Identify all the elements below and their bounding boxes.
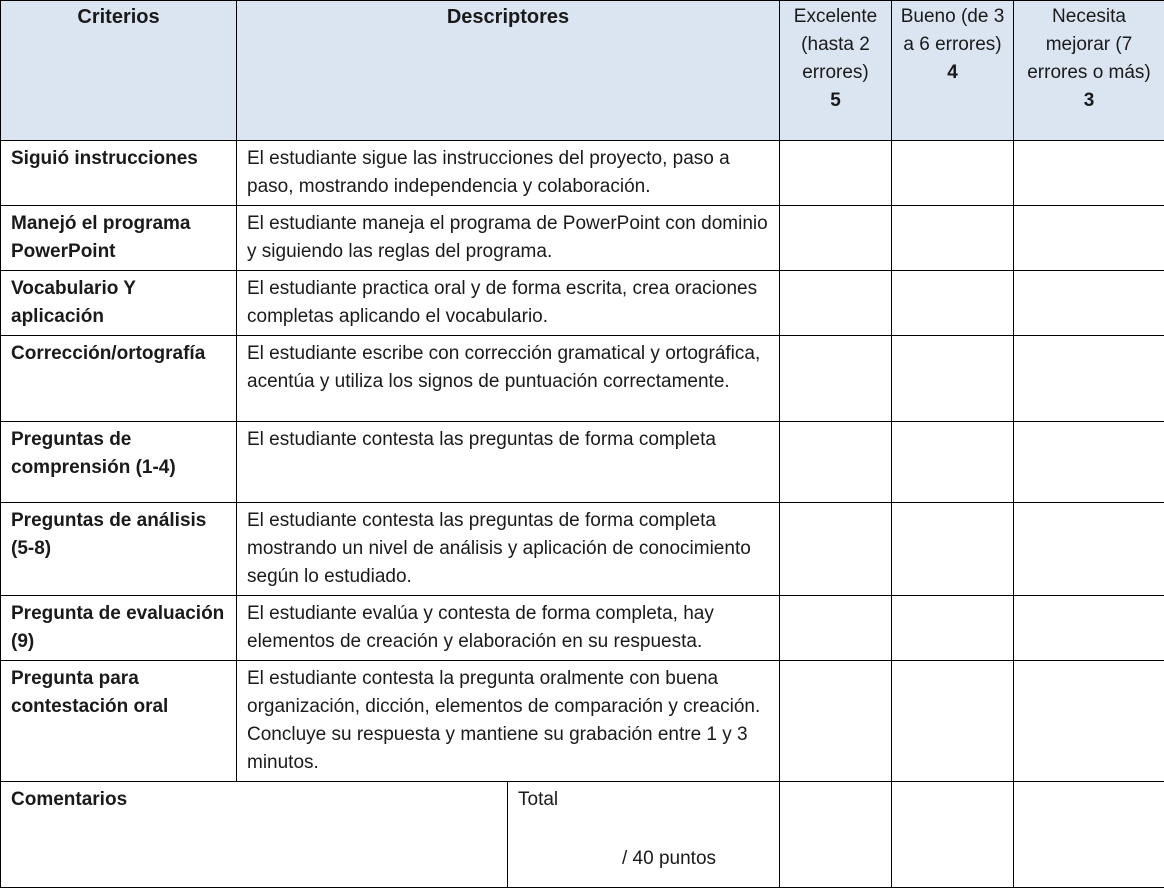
descriptor-cell: El estudiante contesta las preguntas de forma completa bbox=[237, 422, 780, 503]
table-row bbox=[1, 141, 1164, 206]
score-cell-excelente[interactable] bbox=[780, 503, 892, 596]
level-header-bueno bbox=[892, 1, 1014, 141]
total-label: Total bbox=[518, 789, 558, 810]
descriptor-cell: El estudiante evalúa y contesta de forma completa, hay elementos de creación y elaboración en su respuesta. bbox=[237, 596, 780, 661]
score-cell-necesita-mejorar[interactable] bbox=[1014, 336, 1164, 422]
descriptor-cell: El estudiante sigue las instrucciones del proyecto, paso a paso, mostrando independencia y colaboración. bbox=[237, 141, 780, 206]
table-row bbox=[1, 336, 1164, 422]
level-points: 3 bbox=[1020, 87, 1158, 115]
score-cell-excelente[interactable] bbox=[780, 661, 892, 782]
criterios-header: Criterios bbox=[1, 1, 237, 141]
score-cell-excelente[interactable] bbox=[780, 596, 892, 661]
score-cell-necesita-mejorar[interactable] bbox=[1014, 422, 1164, 503]
score-cell-excelente[interactable] bbox=[780, 141, 892, 206]
level-label: Necesita mejorar (7 errores o más) bbox=[1027, 6, 1151, 83]
score-cell-necesita-mejorar[interactable] bbox=[1014, 661, 1164, 782]
table-row bbox=[1, 206, 1164, 271]
score-cell-bueno[interactable] bbox=[892, 661, 1014, 782]
descriptores-header: Descriptores bbox=[237, 1, 780, 141]
criterio-cell: Vocabulario Y aplicación bbox=[1, 271, 237, 336]
score-cell-excelente[interactable] bbox=[780, 271, 892, 336]
level-points: 5 bbox=[786, 87, 885, 115]
score-cell-bueno[interactable] bbox=[892, 422, 1014, 503]
criterio-cell: Preguntas de comprensión (1-4) bbox=[1, 422, 237, 503]
score-cell-bueno[interactable] bbox=[892, 271, 1014, 336]
level-label: Excelente (hasta 2 errores) bbox=[794, 6, 877, 83]
score-cell-necesita-mejorar[interactable] bbox=[1014, 271, 1164, 336]
descriptor-cell: El estudiante practica oral y de forma escrita, crea oraciones completas aplicando el vocabulario. bbox=[237, 271, 780, 336]
score-cell-necesita-mejorar[interactable] bbox=[1014, 782, 1164, 888]
score-cell-excelente[interactable] bbox=[780, 206, 892, 271]
table-row bbox=[1, 661, 1164, 782]
total-points: / 40 puntos bbox=[622, 845, 716, 873]
score-cell-necesita-mejorar[interactable] bbox=[1014, 206, 1164, 271]
score-cell-bueno[interactable] bbox=[892, 141, 1014, 206]
criterio-cell: Preguntas de análisis (5-8) bbox=[1, 503, 237, 596]
criterio-cell: Pregunta de evaluación (9) bbox=[1, 596, 237, 661]
score-cell-excelente[interactable] bbox=[780, 782, 892, 888]
table-row bbox=[1, 596, 1164, 661]
table-row bbox=[1, 271, 1164, 336]
comentarios-cell: Comentarios bbox=[1, 782, 508, 888]
criterio-cell: Pregunta para contestación oral bbox=[1, 661, 237, 782]
descriptor-cell: El estudiante escribe con corrección gramatical y ortográfica, acentúa y utiliza los signos de puntuación correctamente. bbox=[237, 336, 780, 422]
score-cell-bueno[interactable] bbox=[892, 596, 1014, 661]
level-header-excelente bbox=[780, 1, 892, 141]
score-cell-bueno[interactable] bbox=[892, 336, 1014, 422]
level-points: 4 bbox=[898, 59, 1007, 87]
table-row bbox=[1, 422, 1164, 503]
criterio-cell: Manejó el programa PowerPoint bbox=[1, 206, 237, 271]
level-label: Bueno (de 3 a 6 errores) bbox=[901, 6, 1005, 55]
score-cell-bueno[interactable] bbox=[892, 503, 1014, 596]
score-cell-bueno[interactable] bbox=[892, 206, 1014, 271]
descriptor-cell: El estudiante contesta la pregunta oralmente con buena organización, dicción, elementos de comparación y creación. Concluye su respuesta y mantiene su grabación entre 1 y 3 minutos. bbox=[237, 661, 780, 782]
header-row bbox=[1, 1, 1164, 141]
score-cell-necesita-mejorar[interactable] bbox=[1014, 141, 1164, 206]
table-row bbox=[1, 503, 1164, 596]
score-cell-excelente[interactable] bbox=[780, 422, 892, 503]
score-cell-necesita-mejorar[interactable] bbox=[1014, 503, 1164, 596]
criterio-cell: Corrección/ortografía bbox=[1, 336, 237, 422]
descriptor-cell: El estudiante contesta las preguntas de forma completa mostrando un nivel de análisis y aplicación de conocimiento según lo estudiado. bbox=[237, 503, 780, 596]
score-cell-necesita-mejorar[interactable] bbox=[1014, 596, 1164, 661]
score-cell-bueno[interactable] bbox=[892, 782, 1014, 888]
total-cell bbox=[508, 782, 780, 888]
descriptor-cell: El estudiante maneja el programa de PowerPoint con dominio y siguiendo las reglas del programa. bbox=[237, 206, 780, 271]
score-cell-excelente[interactable] bbox=[780, 336, 892, 422]
level-header-necesita-mejorar bbox=[1014, 1, 1164, 141]
footer-row bbox=[1, 782, 1164, 888]
criterio-cell: Siguió instrucciones bbox=[1, 141, 237, 206]
